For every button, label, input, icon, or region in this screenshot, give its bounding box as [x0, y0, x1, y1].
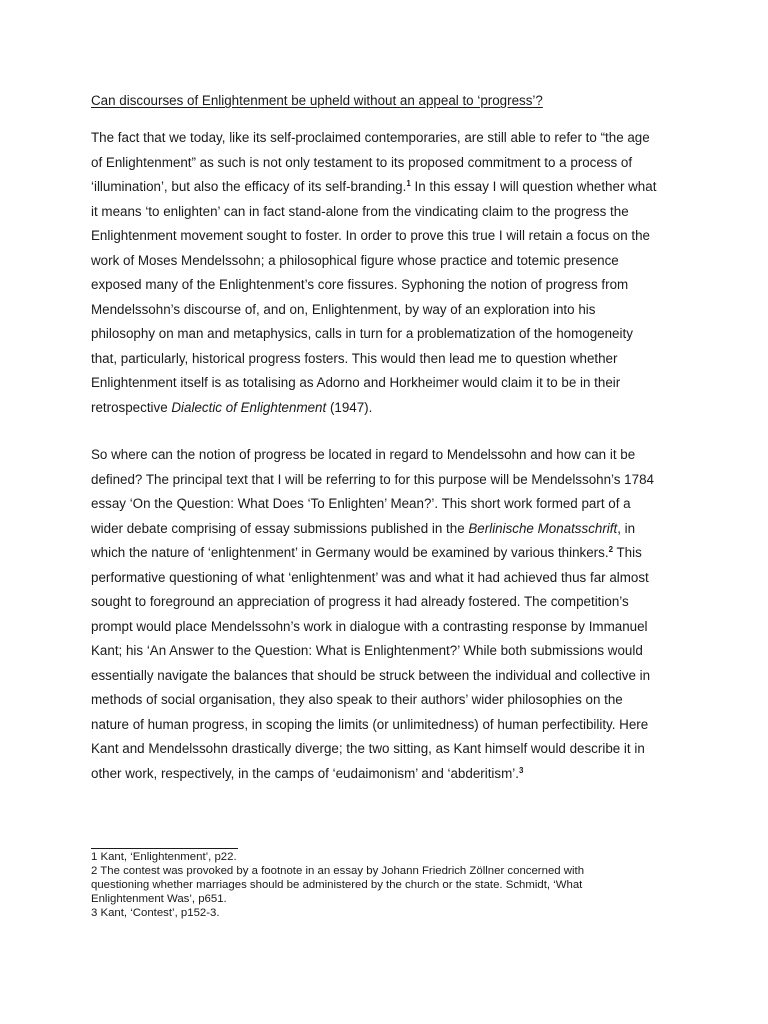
paragraph-2 [91, 443, 691, 786]
footnote-2-cont: questioning whether marriages should be administered by the church or the state. Schmidt, ‘What [91, 878, 583, 891]
text-line: The fact that we today, like its self-proclaimed contemporaries, are still able to refer to “the age [91, 130, 650, 145]
paragraph-1 [91, 126, 691, 420]
text-line [91, 541, 691, 566]
text-line: sought to foreground an appreciation of progress it had already fostered. The competition’s [91, 594, 629, 609]
footnote-2: 2 The contest was provoked by a footnote in an essay by Johann Friedrich Zöllner concerned with [91, 864, 585, 877]
text-line: it means ‘to enlighten’ can in fact stand-alone from the vindicating claim to the progress the [91, 203, 629, 219]
text-line [91, 396, 691, 421]
text-line: that, particularly, historical progress fosters. This would then lead me to question whether [91, 350, 618, 366]
text-line: work of Moses Mendelssohn; a philosophical figure whose practice and totemic presence [91, 252, 619, 268]
italic-book-title: Dialectic of Enlightenment [171, 399, 327, 415]
text-line: defined? The principal text that I will be referring to for this purpose will be Mendelssohn’s 1784 [91, 471, 654, 487]
text-line: Enlightenment itself is as totalising as Adorno and Horkheimer would claim it to be in their [91, 375, 621, 390]
text-line: essentially navigate the balances that should be struck between the individual and collective in [91, 667, 651, 683]
footnote-1: 1 Kant, ‘Enlightenment’, p22. [91, 851, 237, 863]
footnote-divider [91, 848, 238, 849]
text-line: essay ‘On the Question: What Does ‘To Enlighten’ Mean?’. This short work formed part of a [91, 496, 631, 511]
footnote-ref-1: 1 [406, 179, 411, 188]
text-line: of Enlightenment” as such is not only testament to its proposed commitment to a process of [91, 154, 633, 170]
footnote-3: 3 Kant, ‘Contest’, p152-3. [91, 906, 220, 919]
text-segment: other work, respectively, in the camps of ‘eudaimonism’ and ‘abderitism’. [91, 765, 519, 781]
text-line: Mendelssohn’s discourse of, and on, Enlightenment, by way of an exploration into his [91, 301, 596, 317]
text-segment: retrospective [91, 399, 172, 415]
text-line [91, 762, 691, 787]
text-line: prompt would place Mendelssohn’s work in dialogue with a contrasting response by Immanuel [91, 618, 648, 634]
text-segment: wider debate comprising of essay submissions published in the [91, 520, 469, 536]
footnote-ref-2: 2 [608, 545, 614, 554]
text-line: methods of social organisation, they also speak to their authors’ wider philosophies on the [91, 692, 623, 707]
italic-journal-title: Berlinische Monatsschrift [468, 520, 618, 536]
text-line: nature of human progress, in scoping the limits (or unlimitedness) of human perfectibility. Here [91, 716, 649, 732]
text-line: exposed many of the Enlightenment’s core fissures. Syphoning the notion of progress from [91, 277, 629, 292]
text-line: philosophy on man and metaphysics, calls in turn for a problematization of the homogeneity [91, 326, 633, 341]
text-segment: which the nature of ‘enlightenment’ in Germany would be examined by various thinkers. [91, 545, 609, 560]
text-segment: In this essay I will question whether what [410, 179, 657, 194]
text-line [91, 175, 691, 200]
text-line: Kant and Mendelssohn drastically diverge; the two sitting, as Kant himself would describe it in [91, 741, 645, 756]
text-line: performative questioning of what ‘enlightenment’ was and what it had achieved thus far almost [91, 569, 649, 585]
text-line [91, 517, 691, 542]
text-segment: This [613, 545, 642, 560]
footnote-2-cont: Enlightenment Was’, p651. [91, 892, 227, 905]
footnote-ref-3: 3 [518, 765, 524, 775]
text-line: Enlightenment movement sought to foster. In order to prove this true I will retain a focus on the [91, 228, 650, 243]
essay-title: Can discourses of Enlightenment be upheld without an appeal to ‘progress’? [91, 93, 543, 108]
text-line: So where can the notion of progress be located in regard to Mendelssohn and how can it be [91, 447, 636, 462]
text-segment: , in [617, 520, 636, 536]
footnotes [91, 851, 691, 921]
text-segment: ‘illumination’, but also the efficacy of its self-branding. [91, 179, 407, 194]
text-segment: (1947). [326, 399, 373, 415]
text-line: Kant; his ‘An Answer to the Question: What is Enlightenment?’ While both submissions would [91, 643, 643, 658]
